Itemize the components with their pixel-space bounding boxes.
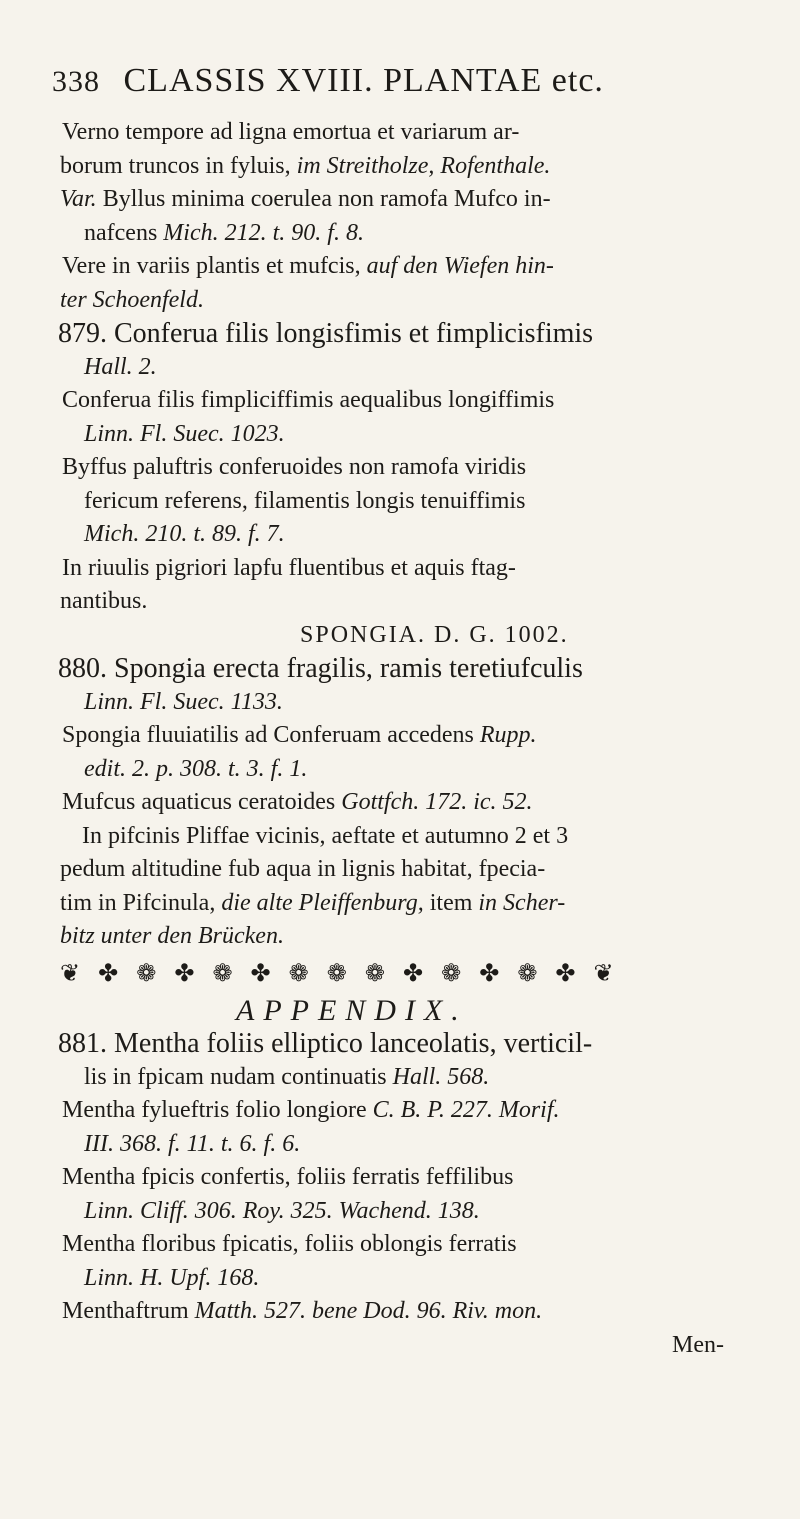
text-line bbox=[0, 1061, 800, 1095]
running-header bbox=[52, 62, 772, 100]
running-title: CLASSIS XVIII. PLANTAE etc. bbox=[123, 62, 604, 99]
text-line bbox=[0, 920, 800, 954]
text-line bbox=[0, 619, 800, 653]
text-line bbox=[0, 418, 800, 452]
body-text: Menthaftrum bbox=[62, 1298, 195, 1324]
text-line bbox=[0, 652, 800, 686]
text-line bbox=[0, 786, 800, 820]
text-line bbox=[0, 887, 800, 921]
text-line bbox=[0, 250, 800, 284]
citation-text: Hall. 568. bbox=[392, 1063, 490, 1090]
body-text: Spongia fluuiatilis ad Conferuam accedens bbox=[62, 722, 480, 748]
body-text: Men- bbox=[672, 1331, 724, 1358]
text-line bbox=[0, 518, 800, 552]
body-text: 880. Spongia erecta fragilis, ramis teretiufculis bbox=[58, 653, 583, 684]
text-line bbox=[0, 183, 800, 217]
citation-text: Linn. Fl. Suec. 1133. bbox=[84, 688, 283, 715]
body-text: SPONGIA. D. G. 1002. bbox=[300, 621, 569, 648]
citation-text: auf den Wiefen hin- bbox=[366, 253, 554, 279]
text-line bbox=[0, 150, 800, 184]
body-text: nantibus. bbox=[60, 588, 148, 614]
body-text: Byffus paluftris conferuoides non ramofa viridis bbox=[62, 454, 527, 480]
text-line bbox=[0, 384, 800, 418]
body-text: In pifcinis Pliffae vicinis, aeftate et autumno 2 et 3 bbox=[82, 822, 569, 849]
body-text: In riuulis pigriori lapfu fluentibus et aquis ftag- bbox=[62, 554, 516, 581]
body-text: Mentha floribus fpicatis, foliis oblongis ferratis bbox=[62, 1231, 517, 1257]
text-line bbox=[0, 351, 800, 385]
body-text: Verno tempore ad ligna emortua et variarum ar- bbox=[62, 119, 520, 145]
citation-text: Gottfch. 172. ic. 52. bbox=[341, 789, 533, 815]
body-text: fericum referens, filamentis longis tenuiffimis bbox=[84, 487, 526, 514]
body-text: pedum altitudine fub aqua in lignis habitat, fpecia- bbox=[60, 856, 546, 882]
body-text: Mufcus aquaticus ceratoides bbox=[62, 789, 342, 815]
body-text: 881. Mentha foliis elliptico lanceolatis, verticil- bbox=[58, 1028, 593, 1059]
body-text: 879. Conferua filis longisfimis et fimplicisfimis bbox=[58, 318, 594, 349]
body-text: Vere in variis plantis et mufcis, bbox=[62, 253, 367, 279]
citation-text: Mich. 210. t. 89. f. 7. bbox=[84, 521, 285, 547]
text-line bbox=[0, 853, 800, 887]
citation-text: Linn. Fl. Suec. 1023. bbox=[84, 420, 285, 447]
body-text: Mentha fpicis confertis, foliis ferratis feffilibus bbox=[62, 1164, 514, 1190]
text-line bbox=[0, 1228, 800, 1262]
text-line bbox=[0, 1094, 800, 1128]
text-line bbox=[0, 1027, 800, 1061]
body-text: tim in Pifcinula, bbox=[60, 889, 222, 916]
citation-text: Linn. Cliff. 306. Roy. 325. Wachend. 138. bbox=[84, 1197, 480, 1224]
text-line bbox=[0, 686, 800, 720]
citation-text: Hall. 2. bbox=[84, 353, 157, 380]
citation-text: Var. bbox=[60, 186, 97, 212]
text-line bbox=[0, 820, 800, 854]
body-text: Byllus minima coerulea non ramofa Mufco in- bbox=[96, 186, 551, 212]
citation-text: in Scher- bbox=[478, 889, 566, 916]
text-line bbox=[0, 1329, 800, 1363]
citation-text: C. B. P. 227. Morif. bbox=[372, 1097, 560, 1123]
text-line bbox=[0, 585, 800, 619]
page-number: 338 bbox=[52, 65, 100, 98]
text-line bbox=[0, 217, 800, 251]
text-line bbox=[0, 719, 800, 753]
body-text: Mentha fylueftris folio longiore bbox=[62, 1097, 373, 1123]
text-line bbox=[0, 1128, 800, 1162]
citation-text: die alte Pleiffenburg, bbox=[221, 889, 424, 916]
text-line bbox=[0, 552, 800, 586]
text-line bbox=[0, 116, 800, 150]
text-line bbox=[0, 1295, 800, 1329]
appendix-heading: APPENDIX. bbox=[236, 993, 468, 1027]
text-block-main bbox=[0, 116, 800, 954]
body-text: lis in fpicam nudam continuatis bbox=[84, 1063, 393, 1090]
text-line bbox=[0, 317, 800, 351]
citation-text: edit. 2. p. 308. t. 3. f. 1. bbox=[84, 755, 308, 782]
citation-text: Linn. H. Upf. 168. bbox=[84, 1264, 260, 1291]
text-line bbox=[0, 451, 800, 485]
citation-text: bitz unter den Brücken. bbox=[60, 923, 284, 949]
text-line bbox=[0, 485, 800, 519]
body-text: borum truncos in fyluis, bbox=[60, 152, 297, 179]
citation-text: im Streitholze, Rofenthale. bbox=[296, 152, 551, 179]
body-text: nafcens bbox=[84, 219, 164, 246]
text-block-appendix bbox=[0, 1027, 800, 1362]
text-line bbox=[0, 1262, 800, 1296]
ornament-divider: ❦ ✤ ❁ ✤ ❁ ✤ ❁ ❁ ❁ ✤ ❁ ✤ ❁ ✤ ❦ bbox=[60, 960, 620, 987]
citation-text: ter Schoenfeld. bbox=[60, 286, 204, 313]
body-text: Conferua filis fimpliciffimis aequalibus longiffimis bbox=[62, 387, 555, 413]
citation-text: Rupp. bbox=[479, 722, 537, 748]
citation-text: III. 368. f. 11. t. 6. f. 6. bbox=[84, 1130, 301, 1157]
citation-text: Mich. 212. t. 90. f. 8. bbox=[163, 219, 364, 246]
text-line bbox=[0, 1161, 800, 1195]
body-text: item bbox=[423, 889, 479, 916]
text-line bbox=[0, 284, 800, 318]
page-body bbox=[0, 116, 800, 1362]
text-line bbox=[0, 1195, 800, 1229]
text-line bbox=[0, 753, 800, 787]
citation-text: Matth. 527. bene Dod. 96. Riv. mon. bbox=[194, 1298, 543, 1324]
